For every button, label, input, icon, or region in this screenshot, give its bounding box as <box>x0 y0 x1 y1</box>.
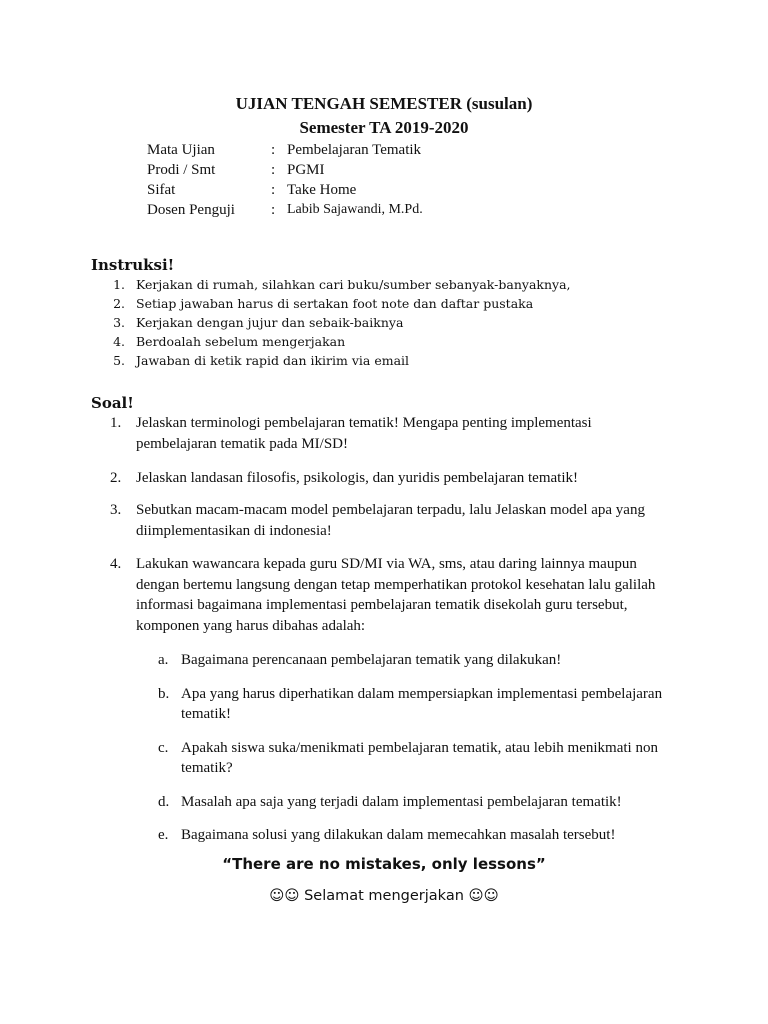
instruction-number: 4. <box>113 334 125 349</box>
sub-question-letter: a. <box>158 652 169 668</box>
sub-question-letter: b. <box>158 686 170 702</box>
sub-question-text: Apakah siswa suka/menikmati pembelajaran tematik, atau lebih menikmati non tematik? <box>181 740 658 776</box>
question-text: Lakukan wawancara kepada guru SD/MI via WA, sms, atau daring lainnya maupun dengan bertemu langsung dengan tetap memperhatikan protokol kesehatan lalu galilah informasi bagaimana implementasi pembelajaran tematik disekolah guru tersebut, komponen yang harus dibahas adalah: <box>136 556 656 634</box>
meta-row-subject <box>147 142 647 162</box>
instruction-number: 5. <box>113 353 125 368</box>
instruction-number: 2. <box>113 296 125 311</box>
sub-question-text: Masalah apa saja yang terjadi dalam implementasi pembelajaran tematik! <box>181 794 622 810</box>
instruction-text: Setiap jawaban harus di sertakan foot note dan daftar pustaka <box>136 296 534 311</box>
meta-label: Mata Ujian <box>147 142 215 158</box>
question-number: 3. <box>110 502 122 518</box>
instructions-heading: Instruksi! <box>91 256 175 274</box>
meta-separator: : <box>271 202 276 218</box>
sub-question-item <box>158 650 678 670</box>
question-item <box>110 554 670 636</box>
meta-separator: : <box>271 182 276 198</box>
meta-value: Labib Sajawandi, M.Pd. <box>287 202 423 217</box>
instruction-text: Berdoalah sebelum mengerjakan <box>136 334 346 349</box>
sub-question-item <box>158 825 678 845</box>
motivational-quote: “There are no mistakes, only lessons” <box>222 855 546 873</box>
meta-row-program <box>147 162 647 182</box>
sub-question-text: Bagaimana solusi yang dilakukan dalam memecahkan masalah tersebut! <box>181 827 616 843</box>
questions-heading: Soal! <box>91 394 134 412</box>
question-item <box>110 413 670 454</box>
meta-value: Pembelajaran Tematik <box>287 142 422 158</box>
instruction-text: Jawaban di ketik rapid dan ikirim via email <box>136 353 410 368</box>
meta-separator: : <box>271 162 276 178</box>
meta-label: Prodi / Smt <box>147 162 216 178</box>
question-item <box>110 500 670 541</box>
sub-question-item <box>158 738 678 778</box>
question-number: 1. <box>110 415 122 431</box>
question-text: Sebutkan macam-macam model pembelajaran terpadu, lalu Jelaskan model apa yang diimplementasikan di indonesia! <box>136 502 645 539</box>
meta-value: PGMI <box>287 162 325 178</box>
meta-row-type <box>147 182 647 202</box>
meta-value: Take Home <box>287 182 357 198</box>
semester-title: Semester TA 2019-2020 <box>299 118 469 137</box>
meta-label: Sifat <box>147 182 176 198</box>
meta-row-lecturer <box>147 202 647 222</box>
instruction-number: 3. <box>113 315 125 330</box>
instruction-number: 1. <box>113 277 125 292</box>
meta-separator: : <box>271 142 276 158</box>
sub-question-item <box>158 792 678 812</box>
sub-question-letter: e. <box>158 827 169 843</box>
question-item <box>110 468 670 489</box>
instruction-text: Kerjakan dengan jujur dan sebaik-baiknya <box>136 315 404 330</box>
sub-question-item <box>158 684 678 724</box>
sub-question-letter: c. <box>158 740 169 756</box>
sub-question-letter: d. <box>158 794 170 810</box>
exam-title: UJIAN TENGAH SEMESTER (susulan) <box>235 94 533 113</box>
sub-question-text: Apa yang harus diperhatikan dalam mempersiapkan implementasi pembelajaran tematik! <box>181 686 663 722</box>
closing-greeting: ☺☺ Selamat mengerjakan ☺☺ <box>269 888 499 904</box>
question-text: Jelaskan landasan filosofis, psikologis, dan yuridis pembelajaran tematik! <box>136 470 578 486</box>
question-number: 2. <box>110 470 122 486</box>
question-text: Jelaskan terminologi pembelajaran tematik! Mengapa penting implementasi pembelajaran tematik pada MI/SD! <box>136 415 592 452</box>
sub-question-text: Bagaimana perencanaan pembelajaran tematik yang dilakukan! <box>181 652 562 668</box>
question-number: 4. <box>110 556 122 572</box>
instruction-text: Kerjakan di rumah, silahkan cari buku/sumber sebanyak-banyaknya, <box>136 277 571 292</box>
meta-label: Dosen Penguji <box>147 202 235 218</box>
